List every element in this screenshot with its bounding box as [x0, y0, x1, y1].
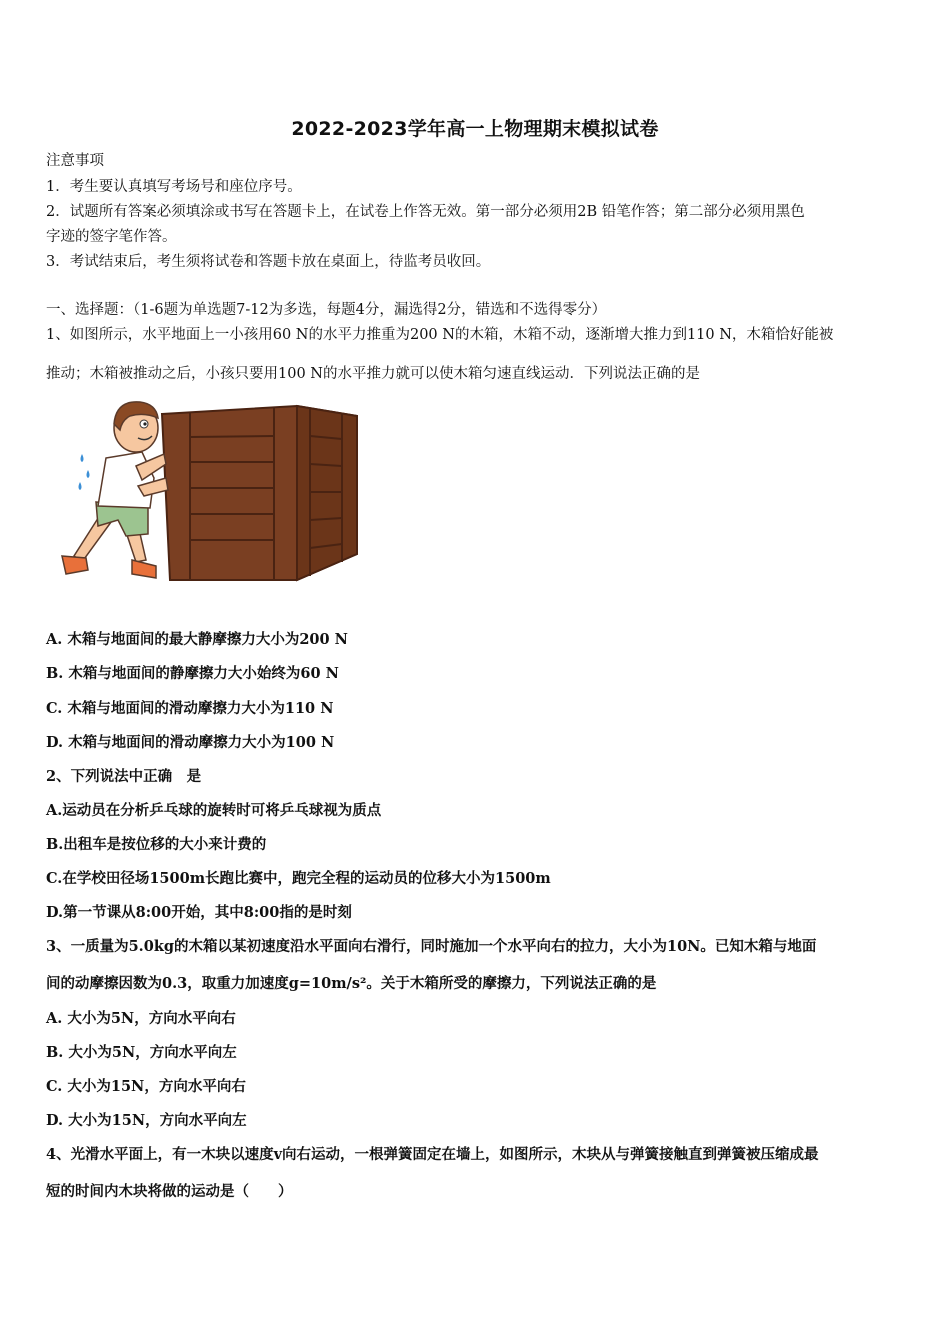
question-1-stem-line2: 推动；木箱被推动之后，小孩只要用100 N的水平推力就可以使木箱匀速直线运动．下列说法正确的是: [46, 366, 700, 382]
page-title: 2022-2023学年高一上物理期末模拟试卷: [291, 118, 659, 140]
question-3-stem-line1: 3、一质量为5.0kg的木箱以某初速度沿水平面向右滑行，同时施加一个水平向右的拉力，大小为10N。已知木箱与地面: [46, 938, 817, 955]
question-1-option-c: C. 木箱与地面间的滑动摩擦力大小为110 N: [46, 700, 334, 717]
question-3-option-c: C. 大小为15N，方向水平向右: [46, 1078, 246, 1095]
question-2-option-a: A.运动员在分析乒乓球的旋转时可将乒乓球视为质点: [46, 802, 382, 819]
question-3-option-d: D. 大小为15N，方向水平向左: [46, 1112, 247, 1129]
section-heading: 一、选择题：（1-6题为单选题7-12为多选，每题4分，漏选得2分，错选和不选得零分）: [46, 302, 607, 318]
question-3-option-a: A. 大小为5N，方向水平向右: [46, 1010, 236, 1027]
question-3-option-b: B. 大小为5N，方向水平向左: [46, 1044, 237, 1061]
question-2-option-b: B.出租车是按位移的大小来计费的: [46, 836, 267, 853]
child-figure: [62, 402, 168, 578]
notice-item: 3．考试结束后，考生须将试卷和答题卡放在桌面上，待监考员收回。: [46, 254, 491, 270]
question-2-option-c: C.在学校田径场1500m长跑比赛中，跑完全程的运动员的位移大小为1500m: [46, 870, 551, 887]
child-pushing-crate-illustration: [52, 394, 362, 586]
question-4-stem-line2: 短的时间内木块将做的运动是（ ）: [46, 1183, 293, 1200]
wooden-crate: [162, 406, 357, 580]
question-2-stem: 2、下列说法中正确 是: [46, 768, 202, 785]
question-1-option-b: B. 木箱与地面间的静摩擦力大小始终为60 N: [46, 665, 339, 682]
notice-item: 2．试题所有答案必须填涂或书写在答题卡上，在试卷上作答无效。第一部分必须用2B 铅笔作答；第二部分必须用黑色: [46, 204, 805, 220]
question-1-stem-line1: 1、如图所示，水平地面上一小孩用60 N的水平力推重为200 N的木箱，木箱不动，逐渐增大推力到110 N，木箱恰好能被: [46, 327, 834, 343]
notice-heading: 注意事项: [46, 153, 104, 169]
question-1-option-a: A. 木箱与地面间的最大静摩擦力大小为200 N: [46, 631, 348, 648]
question-1-option-d: D. 木箱与地面间的滑动摩擦力大小为100 N: [46, 734, 335, 751]
notice-item: 1．考生要认真填写考场号和座位序号。: [46, 179, 302, 195]
question-4-stem-line1: 4、光滑水平面上，有一木块以速度v向右运动，一根弹簧固定在墙上，如图所示，木块从与弹簧接触直到弹簧被压缩成最: [46, 1146, 819, 1163]
question-2-option-d: D.第一节课从8:00开始，其中8:00指的是时刻: [46, 904, 352, 921]
notice-item: 字迹的签字笔作答。: [46, 229, 177, 245]
question-3-stem-line2: 间的动摩擦因数为0.3，取重力加速度g=10m/s²。关于木箱所受的摩擦力，下列说法正确的是: [46, 975, 657, 992]
